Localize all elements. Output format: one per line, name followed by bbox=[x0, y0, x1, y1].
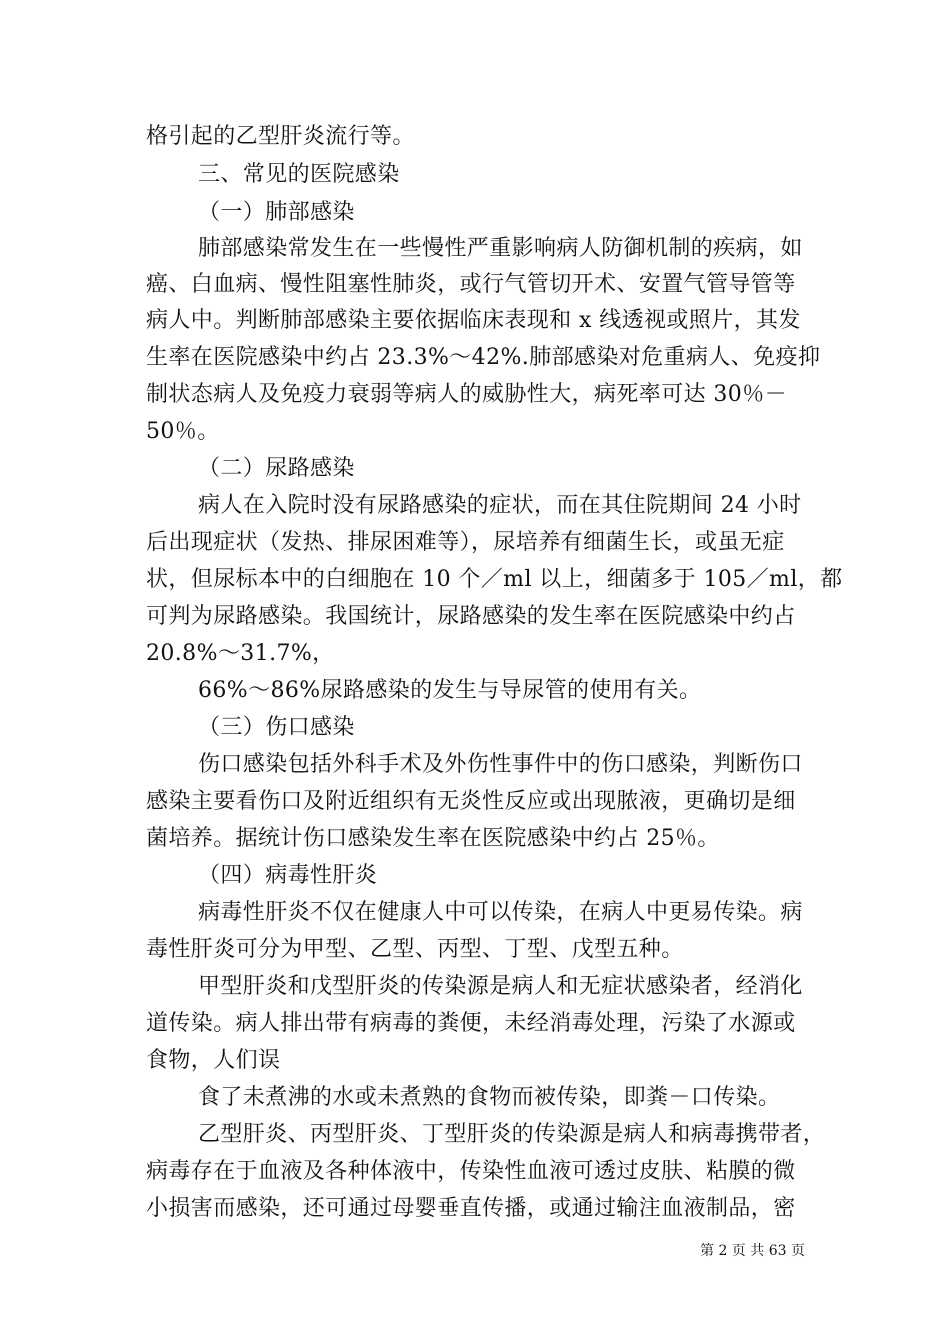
text-line: 50％。 bbox=[146, 419, 220, 444]
text-line: 伤口感染包括外科手术及外伤性事件中的伤口感染，判断伤口 bbox=[198, 752, 803, 777]
text-line: 状，但尿标本中的白细胞在 10 个／ml 以上，细菌多于 105／ml，都 bbox=[146, 567, 843, 592]
text-line: 小损害而感染，还可通过母婴垂直传播，或通过输注血液制品，密 bbox=[146, 1196, 796, 1221]
text-line: 病毒性肝炎不仅在健康人中可以传染，在病人中更易传染。病 bbox=[198, 900, 803, 925]
text-line: 病毒存在于血液及各种体液中，传染性血液可透过皮肤、粘膜的微 bbox=[146, 1159, 796, 1184]
text-line: 病人在入院时没有尿路感染的症状，而在其住院期间 24 小时 bbox=[198, 493, 802, 518]
subsection-heading: （四）病毒性肝炎 bbox=[198, 863, 378, 888]
text-line: 菌培养。据统计伤口感染发生率在医院感染中约占 25％。 bbox=[146, 826, 720, 851]
text-line: 甲型肝炎和戊型肝炎的传染源是病人和无症状感染者，经消化 bbox=[198, 974, 803, 999]
text-line: 制状态病人及免疫力衰弱等病人的威胁性大，病死率可达 30％－ bbox=[146, 382, 787, 407]
text-line: 后出现症状（发热、排尿困难等），尿培养有细菌生长，或虽无症 bbox=[146, 530, 785, 555]
text-line: 食物，人们误 bbox=[146, 1048, 281, 1073]
text-line: 食了未煮沸的水或未煮熟的食物而被传染，即粪－口传染。 bbox=[198, 1085, 781, 1110]
text-line: 癌、白血病、慢性阻塞性肺炎，或行气管切开术、安置气管导管等 bbox=[146, 272, 796, 297]
subsection-heading: （一）肺部感染 bbox=[198, 200, 355, 225]
text-line: 格引起的乙型肝炎流行等。 bbox=[146, 124, 415, 149]
text-line: 感染主要看伤口及附近组织有无炎性反应或出现脓液，更确切是细 bbox=[146, 789, 796, 814]
text-line: 20.8%～31.7%， bbox=[146, 641, 335, 666]
subsection-heading: （三）伤口感染 bbox=[198, 715, 355, 740]
page-number-footer: 第 2 页 共 63 页 bbox=[700, 1243, 805, 1259]
section-heading: 三、常见的医院感染 bbox=[198, 162, 400, 187]
text-line: 可判为尿路感染。我国统计，尿路感染的发生率在医院感染中约占 bbox=[146, 604, 796, 629]
text-line: 乙型肝炎、丙型肝炎、丁型肝炎的传染源是病人和病毒携带者， bbox=[198, 1122, 826, 1147]
subsection-heading: （二）尿路感染 bbox=[198, 456, 355, 481]
text-line: 毒性肝炎可分为甲型、乙型、丙型、丁型、戊型五种。 bbox=[146, 937, 684, 962]
text-line: 肺部感染常发生在一些慢性严重影响病人防御机制的疾病，如 bbox=[198, 236, 803, 261]
text-line: 66%～86%尿路感染的发生与导尿管的使用有关。 bbox=[198, 678, 702, 703]
text-line: 生率在医院感染中约占 23.3%～42%.肺部感染对危重病人、免疫抑 bbox=[146, 345, 821, 370]
text-line: 道传染。病人排出带有病毒的粪便，未经消毒处理，污染了水源或 bbox=[146, 1011, 796, 1036]
text-line: 病人中。判断肺部感染主要依据临床表现和 x 线透视或照片，其发 bbox=[146, 308, 801, 333]
